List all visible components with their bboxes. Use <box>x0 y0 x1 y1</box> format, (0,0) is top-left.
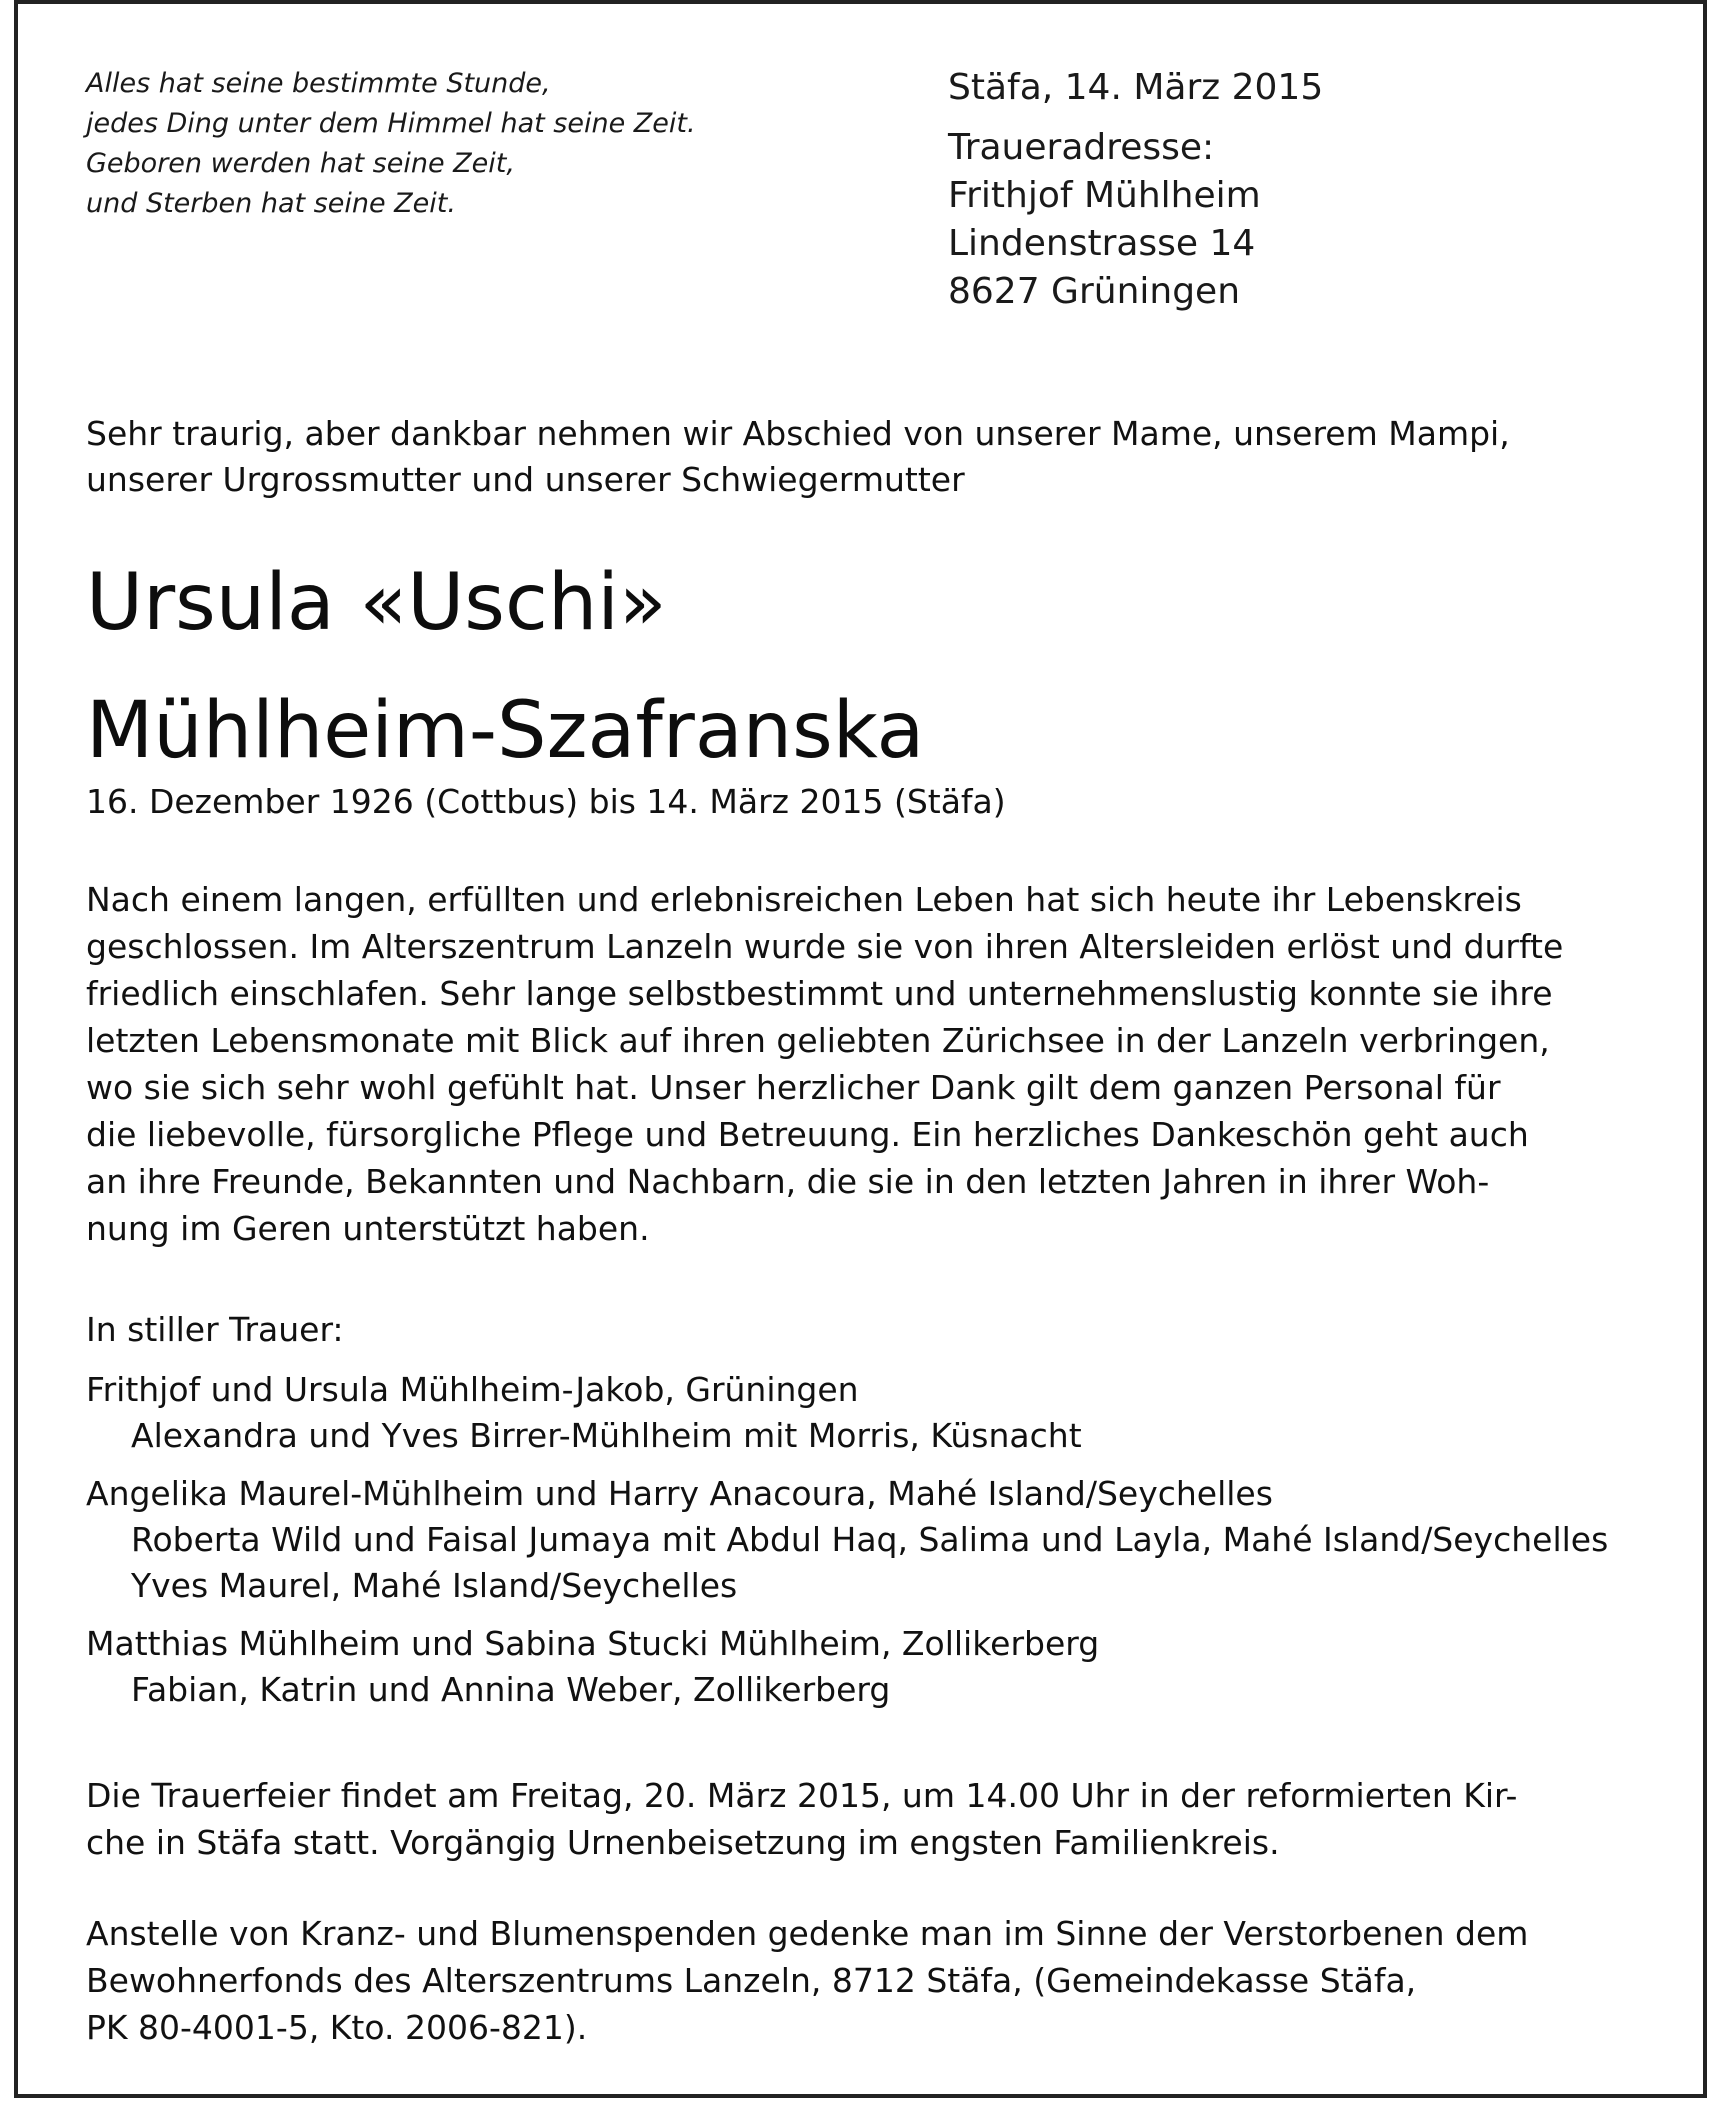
mourner-sub: Roberta Wild und Faisal Jumaya mit Abdul Haq, Salima und Layla, Mahé Island/Seychelles <box>131 1520 1609 1559</box>
ceremony-line: Die Trauerfeier findet am Freitag, 20. März 2015, um 14.00 Uhr in der reformierten Kir- <box>86 1776 1518 1815</box>
body-line: letzten Lebensmonate mit Blick auf ihren geliebten Zürichsee in der Lanzeln verbringen, <box>86 1021 1550 1060</box>
intro-line: Sehr traurig, aber dankbar nehmen wir Abschied von unserer Mame, unserem Mampi, <box>86 414 1510 453</box>
quote-line: und Sterben hat seine Zeit. <box>86 188 456 219</box>
address-street: Lindenstrasse 14 <box>948 223 1256 264</box>
mourning-address-block <box>948 64 1668 316</box>
body-line: friedlich einschlafen. Sehr lange selbstbestimmt und unternehmenslustig konnte sie ihre <box>86 974 1553 1013</box>
quote-line: Geboren werden hat seine Zeit, <box>86 148 515 179</box>
donation-line: PK 80-4001-5, Kto. 2006-821). <box>86 2008 588 2047</box>
donation-line: Anstelle von Kranz- und Blumenspenden gedenke man im Sinne der Verstorbenen dem <box>86 1914 1529 1953</box>
quote-block <box>86 64 806 224</box>
body-line: nung im Geren unterstützt haben. <box>86 1209 650 1248</box>
mourners-heading: In stiller Trauer: <box>86 1310 344 1349</box>
address-label: Traueradresse: <box>948 127 1215 168</box>
life-dates: 16. Dezember 1926 (Cottbus) bis 14. März 2015 (Stäfa) <box>86 782 1006 821</box>
mourners-list <box>86 1367 1706 1725</box>
ceremony-line: che in Stäfa statt. Vorgängig Urnenbeisetzung im engsten Familienkreis. <box>86 1823 1280 1862</box>
intro-text <box>86 411 1686 503</box>
body-line: an ihre Freunde, Bekannten und Nachbarn, die sie in den letzten Jahren in ihrer Woh- <box>86 1162 1490 1201</box>
place-date: Stäfa, 14. März 2015 <box>948 67 1324 108</box>
mourner-group <box>86 1621 1706 1713</box>
deceased-name-line-2: Mühlheim-Szafranska <box>86 686 925 776</box>
mourner-group <box>86 1367 1706 1459</box>
mourner-sub: Alexandra und Yves Birrer-Mühlheim mit Morris, Küsnacht <box>131 1416 1082 1455</box>
mourner-sub: Yves Maurel, Mahé Island/Seychelles <box>131 1566 738 1605</box>
intro-line: unserer Urgrossmutter und unserer Schwiegermutter <box>86 460 965 499</box>
mourner-group <box>86 1471 1706 1609</box>
mourner-main: Frithjof und Ursula Mühlheim-Jakob, Grüningen <box>86 1370 859 1409</box>
quote-line: Alles hat seine bestimmte Stunde, <box>86 68 551 99</box>
body-line: die liebevolle, fürsorgliche Pflege und Betreuung. Ein herzliches Dankeschön geht auch <box>86 1115 1529 1154</box>
obituary-frame <box>14 0 1707 2098</box>
quote-line: jedes Ding unter dem Himmel hat seine Zeit. <box>86 108 696 139</box>
body-line: geschlossen. Im Alterszentrum Lanzeln wurde sie von ihren Altersleiden erlöst und durfte <box>86 927 1564 966</box>
address-name: Frithjof Mühlheim <box>948 175 1261 216</box>
deceased-name <box>86 539 1686 795</box>
mourner-sub: Fabian, Katrin und Annina Weber, Zollikerberg <box>131 1670 891 1709</box>
donation-line: Bewohnerfonds des Alterszentrums Lanzeln, 8712 Stäfa, (Gemeindekasse Stäfa, <box>86 1961 1417 2000</box>
mourner-main: Matthias Mühlheim und Sabina Stucki Mühlheim, Zollikerberg <box>86 1624 1100 1663</box>
body-line: Nach einem langen, erfüllten und erlebnisreichen Leben hat sich heute ihr Lebenskreis <box>86 880 1522 919</box>
mourner-main: Angelika Maurel-Mühlheim und Harry Anacoura, Mahé Island/Seychelles <box>86 1474 1273 1513</box>
ceremony-notice <box>86 1772 1706 1866</box>
deceased-name-line-1: Ursula «Uschi» <box>86 558 667 648</box>
body-text <box>86 876 1686 1252</box>
donation-notice <box>86 1910 1706 2051</box>
body-line: wo sie sich sehr wohl gefühlt hat. Unser herzlicher Dank gilt dem ganzen Personal für <box>86 1068 1501 1107</box>
address-city: 8627 Grüningen <box>948 271 1241 312</box>
